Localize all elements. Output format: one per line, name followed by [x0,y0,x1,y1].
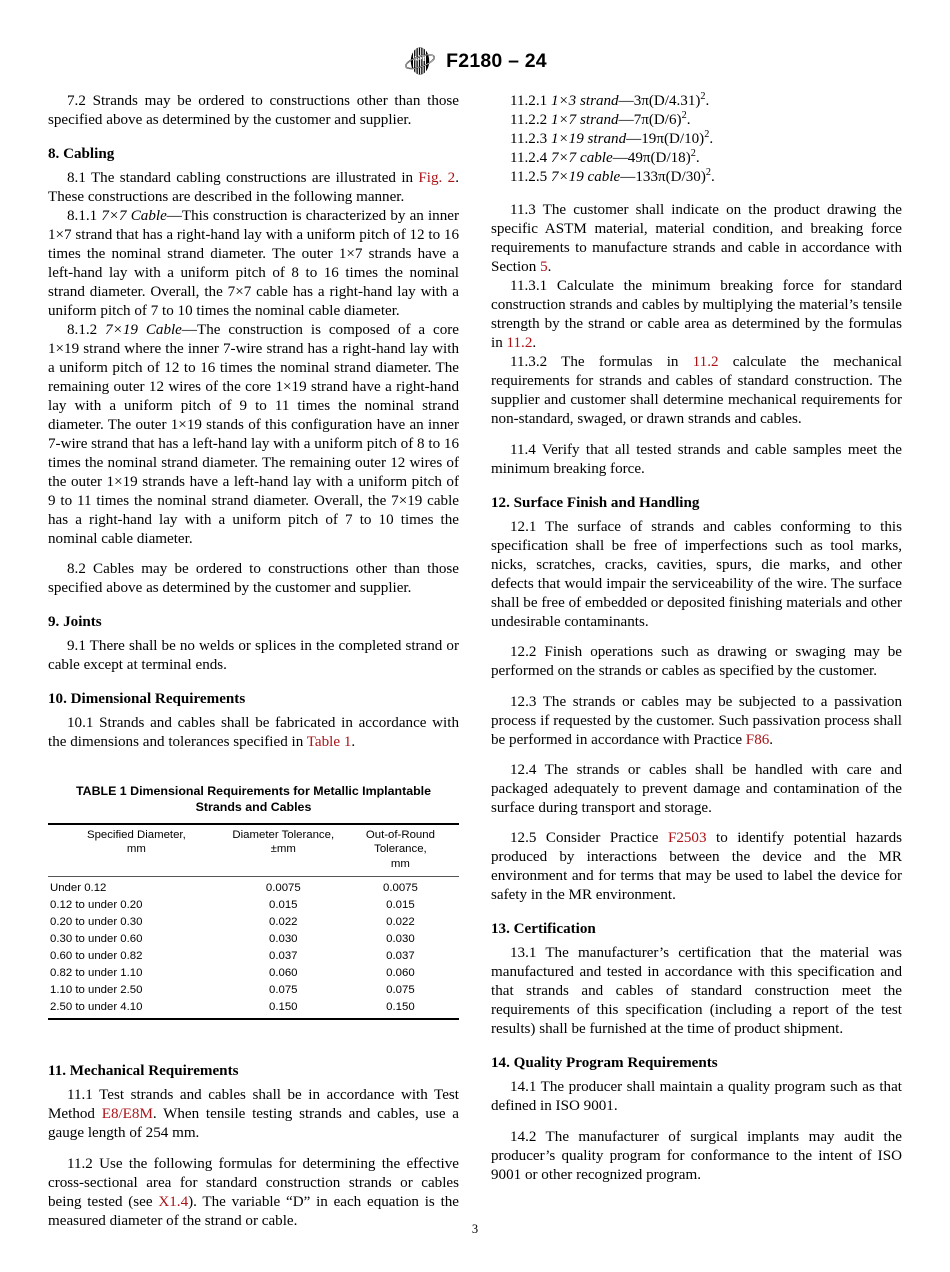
formula-11-2-4-body: —49π(D/18) [612,150,691,167]
table-row [48,982,459,999]
paragraph-11-3-2-text-a: 11.3.2 The formulas in [510,354,693,371]
paragraph-11-3-text-b: . [547,259,552,276]
column-header-diameter-tolerance-line1: Diameter Tolerance, [232,828,335,841]
paragraph-11-3-2-text-b: calculate the mechanical requirements for strands and cables of standard construction. The supplier and customer shall determine mechanical requirements for non-standard, swaged, or drawn strands and cables. [491,354,902,428]
paragraph-12-5-text-a: 12.5 Consider Practice [510,830,668,847]
table-row [48,896,459,913]
column-header-out-of-round-line1: Out-of-Round Tolerance, [365,828,435,856]
paragraph-8-1-1-number: 8.1.1 [67,207,102,224]
table-1-block [48,783,459,1020]
cell-out-of-round-tolerance: 0.015 [386,898,415,911]
paragraph-12-2: 12.2 Finish operations such as drawing or swaging may be performed on the strands or cables as specified by the customer. [491,644,902,680]
cell-diameter-tolerance: 0.060 [269,966,298,979]
formula-11-2-5 [491,168,902,187]
table-row [48,876,459,896]
formula-11-2-3-term: 1×19 strand [550,131,627,148]
column-header-specified-diameter [48,824,225,876]
formula-11-2-5-number: 11.2.5 [510,169,551,186]
paragraph-12-5 [491,829,902,905]
formula-11-2-1 [491,92,902,111]
formula-11-2-5-body: —133π(D/30) [620,169,706,186]
paragraph-12-3-text-b: . [769,731,774,748]
paragraph-11-4: 11.4 Verify that all tested strands and cable samples meet the minimum breaking force. [491,441,902,477]
formula-11-2-3-tail: . [709,131,714,148]
table-1-dimensional-requirements [48,823,459,1021]
paragraph-10-1-text-b: . [351,734,356,751]
formula-11-2-2-exponent: 2 [681,110,687,122]
formula-11-2-5-tail: . [710,169,715,186]
formula-11-2-1-exponent: 2 [700,90,706,102]
term-7x19-cable: 7×19 Cable [105,321,182,338]
cell-specified-diameter: 0.30 to under 0.60 [50,932,143,945]
column-header-diameter-tolerance-line2: ±mm [270,843,296,856]
formula-11-2-1-body: —3π(D/4.31) [618,93,701,109]
paragraph-13-1: 13.1 The manufacturer’s certification that the material was manufactured and tested in accordance with this specification and that strands and cables of standard construction meet the requirements of this specification (including a report of the test results) shall be furnished at the time of product shipment. [491,945,902,1038]
two-column-body [48,92,902,1231]
table-1-body [48,876,459,1019]
paragraph-12-3-text-a: 12.3 The strands or cables may be subjected to a passivation process if requested by the customer. Such passivation process shall be performed in accordance with Practice [491,693,902,748]
paragraph-8-1-text-b: . These constructions are described in the following manner. [48,169,459,205]
column-header-out-of-round-tolerance [342,824,459,876]
cell-diameter-tolerance: 0.075 [269,983,298,996]
link-x1-4[interactable]: X1.4 [158,1193,189,1210]
table-row [48,965,459,982]
formula-11-2-4-tail: . [695,150,700,167]
paragraph-8-1 [48,169,459,207]
paragraph-8-1-2-number: 8.1.2 [67,321,106,338]
table-row [48,913,459,930]
formula-11-2-2 [491,111,902,130]
heading-10-dimensional-requirements: 10. Dimensional Requirements [48,691,246,708]
table-1-caption: TABLE 1 Dimensional Requirements for Metallic Implantable Strands and Cables [75,784,432,815]
paragraph-11-3-text-a: 11.3 The customer shall indicate on the product drawing the specific ASTM material, material condition, and breaking force requirements to manufacture strands and cable in accordance with Section [491,202,902,276]
column-header-out-of-round-line2: mm [390,857,410,870]
paragraph-11-3-1-text-a: 11.3.1 Calculate the minimum breaking force for standard construction strands and cables by multiplying the material’s tensile strength by the strand or cable area as determined by the formulas in [491,278,902,352]
term-7x7-cable: 7×7 Cable [101,207,167,224]
cell-specified-diameter: 0.82 to under 1.10 [50,966,143,979]
paragraph-11-3 [491,201,902,277]
table-row [48,999,459,1020]
paragraph-11-1-text-a: 11.1 Test strands and cables shall be in accordance with Test Method [48,1087,459,1123]
formula-11-2-4 [491,149,902,168]
table-row [48,948,459,965]
svg-text:S: S [418,54,423,62]
heading-13-certification: 13. Certification [491,921,596,938]
cell-specified-diameter: 0.60 to under 0.82 [50,949,143,962]
heading-9-joints: 9. Joints [48,614,102,631]
document-designation: F2180 – 24 [446,49,547,72]
cell-diameter-tolerance: 0.150 [269,1000,298,1013]
link-f86[interactable]: F86 [745,731,770,748]
paragraph-8-1-2 [48,321,459,549]
formula-11-2-5-term: 7×19 cable [550,169,621,186]
astm-logo-icon [403,44,437,78]
paragraph-11-2-text-b: ). The variable “D” in each equation is the measured diameter of the strand or cable. [48,1193,460,1229]
document-header [0,44,950,78]
paragraph-11-1 [48,1086,459,1143]
paragraph-11-2 [48,1155,459,1231]
heading-14-quality-program-requirements: 14. Quality Program Requirements [491,1055,718,1072]
link-section-5[interactable]: 5 [540,259,548,276]
left-column [48,92,459,1231]
formula-11-2-1-term: 1×3 strand [550,93,619,109]
table-row [48,931,459,948]
formula-11-2-4-term: 7×7 cable [550,150,613,167]
cell-specified-diameter: Under 0.12 [50,881,107,894]
column-header-specified-diameter-line2: mm [126,843,146,856]
link-e8-e8m[interactable]: E8/E8M [101,1106,153,1123]
formula-11-2-2-number: 11.2.2 [510,112,551,129]
formula-11-2-3-body: —19π(D/10) [626,131,705,148]
cell-diameter-tolerance: 0.037 [269,949,298,962]
formula-11-2-3 [491,130,902,149]
cell-specified-diameter: 0.12 to under 0.20 [50,898,143,911]
formula-11-2-2-term: 1×7 strand [550,112,619,129]
svg-text:T: T [422,56,427,63]
cell-out-of-round-tolerance: 0.030 [386,932,415,945]
paragraph-7-2: 7.2 Strands may be ordered to constructions other than those specified above as determined by the customer and supplier. [48,93,459,128]
cell-specified-diameter: 0.20 to under 0.30 [50,915,143,928]
cell-diameter-tolerance: 0.015 [269,898,298,911]
cell-out-of-round-tolerance: 0.022 [386,915,415,928]
paragraph-12-3 [491,693,902,750]
paragraph-12-5-text-b: to identify potential hazards produced by interactions between the device and the MR environment and for terms that may be used to label the device for safety in the MR environment. [491,830,903,904]
link-table-1[interactable]: Table 1 [306,734,352,751]
paragraph-8-1-1 [48,207,459,321]
formula-11-2-4-number: 11.2.4 [510,150,551,167]
paragraph-12-4: 12.4 The strands or cables shall be handled with care and packaged adequately to prevent damage and contamination of the surface during transport and storage. [491,761,902,816]
formula-11-2-2-body: —7π(D/6) [618,112,682,129]
link-11-2-first[interactable]: 11.2 [506,335,533,352]
cell-out-of-round-tolerance: 0.060 [386,966,415,979]
cell-out-of-round-tolerance: 0.150 [386,1000,415,1013]
table-1-header-row [48,824,459,876]
cell-out-of-round-tolerance: 0.037 [386,949,415,962]
paragraph-12-1: 12.1 The surface of strands and cables conforming to this specification shall be free of imperfections such as tool marks, nicks, scratches, cracks, cavities, spurs, die marks, and other defects that would impair the serviceability of the wire. The surface shall be free of embedded or deposited finishing materials and other undesirable contaminants. [491,518,902,630]
paragraph-11-3-2 [491,353,902,429]
paragraph-10-1-text-a: 10.1 Strands and cables shall be fabricated in accordance with the dimensions and tolerances specified in [48,715,459,751]
cell-specified-diameter: 2.50 to under 4.10 [50,1000,143,1013]
formula-11-2-3-number: 11.2.3 [510,131,551,148]
heading-8-cabling: 8. Cabling [48,145,115,162]
paragraph-11-1-text-b: . When tensile testing strands and cables, use a gauge length of 254 mm. [48,1106,459,1142]
formula-11-2-1-tail: . [705,93,710,109]
right-column [491,92,902,1231]
paragraph-8-1-text-a: 8.1 The standard cabling constructions are illustrated in [67,169,419,186]
paragraph-11-3-1 [491,277,902,353]
cell-out-of-round-tolerance: 0.075 [386,983,415,996]
table-1-head [48,824,459,876]
paragraph-14-1: 14.1 The producer shall maintain a quality program such as that defined in ISO 9001. [491,1079,902,1115]
link-11-2-second[interactable]: 11.2 [692,354,719,371]
link-fig-2[interactable]: Fig. 2 [418,169,456,186]
paragraph-10-1 [48,714,459,752]
page-number: 3 [471,1222,479,1236]
link-f2503[interactable]: F2503 [667,830,707,847]
paragraph-8-1-2-body: —The construction is composed of a core 1×19 strand where the inner 7-wire strand has a right-hand lay with a uniform pitch of 12 to 16 times the nominal strand diameter. The remaining outer 12 wires of the core 1×19 strand have a right-hand lay with a uniform pitch of 9 to 11 times the nominal strand diameter. The outer 1×19 stands of this configuration have an inner 7-wire strand that has a left-hand lay with a uniform pitch of 8 to 16 times the nominal strand diameter. The remaining outer 12 wires of the outer 1×19 strands have a left-hand lay with a uniform pitch of 9 to 11 times the nominal strand diameter. Overall, the 7×19 cable has a right-hand lay with a uniform pitch of 7 to 10 times the nominal cable diameter. [48,321,460,547]
paragraph-14-2: 14.2 The manufacturer of surgical implants may audit the producer’s quality program for conformance to the intent of ISO 9001 or other recognized program. [491,1128,902,1183]
column-header-diameter-tolerance [225,824,342,876]
cell-diameter-tolerance: 0.0075 [265,881,301,894]
formula-11-2-4-exponent: 2 [690,148,696,160]
formula-11-2-1-number: 11.2.1 [510,93,551,109]
formula-11-2-2-tail: . [686,112,691,129]
paragraph-9-1: 9.1 There shall be no welds or splices in the completed strand or cable except at terminal ends. [48,638,459,674]
heading-12-surface-finish-and-handling: 12. Surface Finish and Handling [491,494,700,511]
paragraph-11-3-1-text-b: . [532,335,537,352]
svg-text:A: A [413,55,419,63]
cell-out-of-round-tolerance: 0.0075 [383,881,418,894]
formula-11-2-5-exponent: 2 [705,167,711,179]
paragraph-8-2: 8.2 Cables may be ordered to constructions other than those specified above as determined by the customer and supplier. [48,561,459,597]
cell-diameter-tolerance: 0.030 [269,932,298,945]
column-header-specified-diameter-line1: Specified Diameter, [86,828,186,841]
heading-11-mechanical-requirements: 11. Mechanical Requirements [48,1063,239,1080]
paragraph-8-1-1-body: —This construction is characterized by an inner 1×7 strand that has a right-hand lay with a uniform pitch of 12 to 16 times the nominal strand diameter. The outer 1×7 strands have a left-hand lay with a uniform pitch of 8 to 16 times the nominal strand diameter. Overall, the 7×7 cable has a right-hand lay with a uniform pitch of 7 to 10 times the nominal cable diameter. [48,207,459,319]
paragraph-11-2-text-a: 11.2 Use the following formulas for determining the effective cross-sectional area for standard construction strands or cables being tested (see [48,1155,459,1210]
formula-11-2-3-exponent: 2 [704,129,710,141]
cell-specified-diameter: 1.10 to under 2.50 [50,983,143,996]
cell-diameter-tolerance: 0.022 [269,915,298,928]
